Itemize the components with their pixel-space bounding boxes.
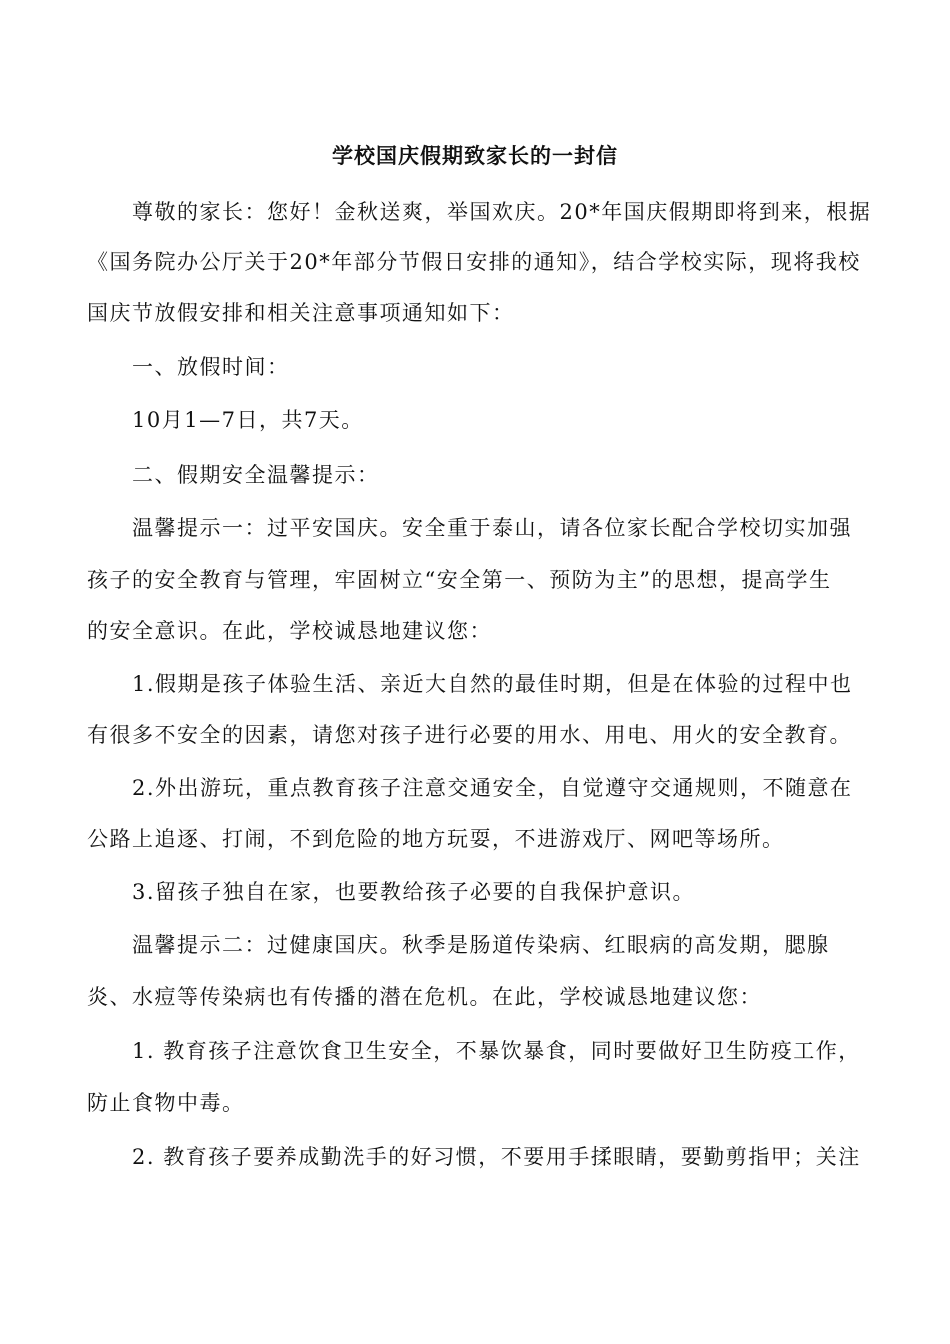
list-item: 3.留孩子独自在家，也要教给孩子必要的自我保护意识。 xyxy=(132,880,696,904)
list-item-continued: 防止食物中毒。 xyxy=(87,1091,245,1115)
list-item: 1. 教育孩子注意饮食卫生安全，不暴饮暴食，同时要做好卫生防疫工作， xyxy=(132,1039,861,1063)
list-item: 2.外出游玩，重点教育孩子注意交通安全，自觉遵守交通规则，不随意在 xyxy=(132,776,853,800)
body-line: 温馨提示二：过健康国庆。秋季是肠道传染病、红眼病的高发期，腮腺 xyxy=(132,933,830,957)
list-item-continued: 有很多不安全的因素，请您对孩子进行必要的用水、用电、用火的安全教育。 xyxy=(87,723,852,747)
document-title: 学校国庆假期致家长的一封信 xyxy=(332,143,618,168)
body-line: 尊敬的家长：您好！金秋送爽，举国欢庆。20*年国庆假期即将到来，根据 xyxy=(132,200,872,224)
body-line: 国庆节放假安排和相关注意事项通知如下： xyxy=(87,301,515,325)
body-line: 孩子的安全教育与管理，牢固树立“安全第一、预防为主”的思想，提高学生 xyxy=(87,568,832,592)
list-item: 2. 教育孩子要养成勤洗手的好习惯，不要用手揉眼睛，要勤剪指甲；关注 xyxy=(132,1145,861,1169)
section-heading: 一、放假时间： xyxy=(132,355,290,379)
list-item: 1.假期是孩子体验生活、亲近大自然的最佳时期，但是在体验的过程中也 xyxy=(132,672,853,696)
body-line: 温馨提示一：过平安国庆。安全重于泰山，请各位家长配合学校切实加强 xyxy=(132,516,852,540)
body-line: 《国务院办公厅关于20*年部分节假日安排的通知》，结合学校实际，现将我校 xyxy=(87,250,861,274)
list-item-continued: 公路上追逐、打闹，不到危险的地方玩耍，不进游戏厅、网吧等场所。 xyxy=(87,827,785,851)
body-line: 的安全意识。在此，学校诚恳地建议您： xyxy=(87,619,492,643)
section-heading: 二、假期安全温馨提示： xyxy=(132,463,380,487)
body-line: 炎、水痘等传染病也有传播的潜在危机。在此，学校诚恳地建议您： xyxy=(87,985,762,1009)
body-line: 10月1—7日，共7天。 xyxy=(132,408,364,432)
